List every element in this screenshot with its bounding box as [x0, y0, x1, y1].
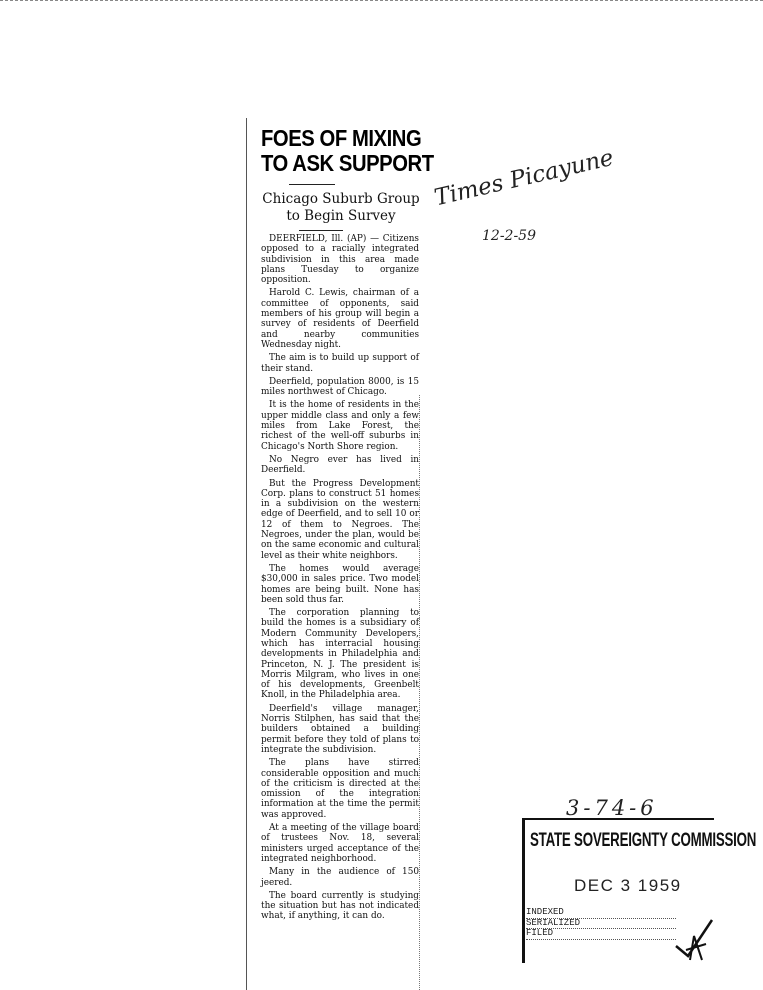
stamp-field-serialized: SERIALIZED	[526, 919, 676, 930]
headline-rule	[289, 184, 335, 185]
newspaper-clipping	[246, 118, 434, 990]
article-paragraph: Harold C. Lewis, chairman of a committee of opponents, said members of his group will begin a survey of residents of Deerfield and nearby communities Wednesday night.	[261, 288, 419, 350]
stamp-date: DEC 3 1959	[574, 876, 682, 895]
stamp-border-left	[522, 818, 525, 963]
article-paragraph: The corporation planning to build the homes is a subsidiary of Modern Community Developers, which has interracial housing developments in Philadelphia and Princeton, N. J. The president is Morris Milgram, who lives in one of his developments, Greenbelt Knoll, in the Philadelphia area.	[261, 608, 419, 701]
article-paragraph: The homes would average $30,000 in sales price. Two model homes are being built. None has been sold thus far.	[261, 563, 419, 605]
article-paragraph: DEERFIELD, Ill. (AP) — Citizens opposed to a racially integrated subdivision in this area made plans Tuesday to organize opposition.	[261, 234, 419, 286]
stamp-field-indexed: INDEXED	[526, 908, 676, 919]
stamp-fields	[526, 908, 676, 940]
handwritten-source: Times Picayune	[432, 144, 617, 212]
clipping-right-edge	[419, 395, 420, 990]
headline-line-1: FOES OF MIXING	[261, 125, 422, 151]
article-paragraph: Deerfield, population 8000, is 15 miles northwest of Chicago.	[261, 376, 419, 398]
article-paragraph: At a meeting of the village board of trustees Nov. 18, several ministers urged acceptance of the integrated neighborhood.	[261, 823, 419, 864]
article-paragraph: The aim is to build up support of their stand.	[261, 353, 419, 374]
stamp-border-top	[522, 818, 714, 820]
clipping-subhead: Chicago Suburb Group to Begin Survey	[262, 191, 420, 224]
article-paragraph: Deerfield's village manager, Norris Stilphen, has said that the builders obtained a building permit before they told of plans to integrate the subdivision.	[261, 703, 419, 755]
article-paragraph: But the Progress Development Corp. plans to construct 51 homes in a subdivision on the western edge of Deerfield, and to sell 10 or 12 of them to Negroes. The Negroes, under the plan, would be on the same economic and cultural level as their white neighbors.	[261, 478, 419, 561]
article-paragraph: No Negro ever has lived in Deerfield.	[261, 454, 419, 476]
clipping-headline	[261, 125, 434, 176]
scan-edge-line	[0, 0, 763, 1]
stamp-title: STATE SOVEREIGNTY COMMISSION	[530, 830, 757, 851]
article-paragraph: Many in the audience of 150 jeered.	[261, 867, 419, 888]
handwritten-checkmark-icon	[672, 916, 716, 962]
article-paragraph: The plans have stirred considerable opposition and much of the criticism is directed at the omission of the integration information at the time the permit was approved.	[261, 758, 419, 820]
stamp-field-filed: FILED	[526, 929, 676, 940]
article-paragraph: The board currently is studying the situation but has not indicated what, if anything, it can do.	[261, 890, 419, 922]
handwritten-date: 12-2-59	[482, 228, 536, 244]
commission-stamp	[522, 818, 757, 963]
headline-line-2: TO ASK SUPPORT	[261, 150, 434, 176]
article-body	[247, 234, 419, 922]
handwritten-file-number: 3-74-6	[566, 796, 658, 820]
subhead-rule	[299, 230, 343, 231]
article-paragraph: It is the home of residents in the upper middle class and only a few miles from Lake Forest, the richest of the well-off suburbs in Chicago's North Shore region.	[261, 400, 419, 452]
